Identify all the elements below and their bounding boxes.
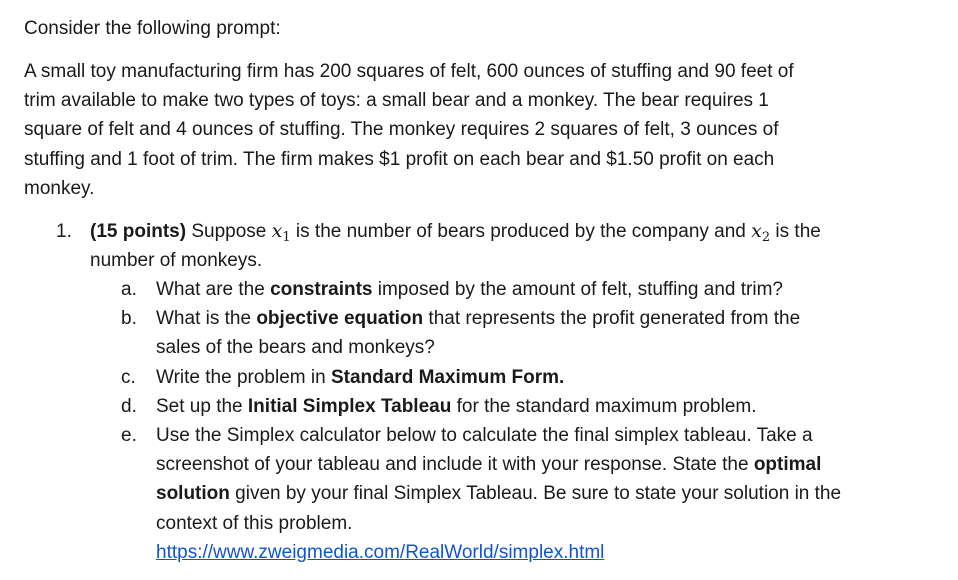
text-segment: that represents the profit generated from the	[423, 308, 801, 330]
question-text-segment: is the number of bears produced by the company and	[290, 221, 752, 242]
variable-x1	[271, 220, 291, 245]
sub-question-line: context of this problem.	[156, 512, 353, 534]
question-line-2: number of monkeys.	[90, 250, 263, 272]
text-segment: for the standard maximum problem.	[451, 395, 757, 417]
prompt-line: stuffing and 1 foot of trim. The firm makes $1 profit on each bear and $1.50 profit on each	[24, 148, 775, 170]
text-segment: imposed by the amount of felt, stuffing and trim?	[372, 279, 783, 300]
sub-question-line	[156, 304, 921, 333]
question-text-segment: Suppose	[186, 221, 272, 242]
sub-question-line	[156, 538, 921, 567]
prompt-line: monkey.	[24, 177, 95, 199]
list-marker: d.	[121, 395, 137, 417]
prompt-line: A small toy manufacturing firm has 200 squares of felt, 600 ounces of stuffing and 90 feet of	[24, 61, 794, 82]
sub-question-d	[121, 392, 921, 421]
question-text	[90, 217, 930, 275]
question-text-segment: is the	[770, 221, 821, 242]
question-number: 1.	[56, 221, 72, 242]
sub-question-list	[121, 275, 921, 567]
text-segment: What is the	[156, 308, 257, 330]
sub-question-line	[156, 479, 921, 508]
list-marker: b.	[121, 308, 137, 330]
question-line-1	[90, 217, 930, 246]
bold-term: solution	[156, 483, 230, 505]
text-segment: Set up the	[156, 395, 248, 417]
bold-term: constraints	[270, 279, 373, 300]
list-marker: e.	[121, 425, 137, 447]
text-segment: given by your final Simplex Tableau. Be sure to state your solution in the	[229, 483, 842, 505]
sub-question-line	[156, 450, 921, 479]
variable-subscript: 1	[282, 230, 291, 245]
list-marker: a.	[121, 279, 137, 300]
variable-symbol: x	[751, 220, 762, 242]
prompt-line: square of felt and 4 ounces of stuffing. The monkey requires 2 squares of felt, 3 ounces of	[24, 119, 779, 141]
variable-x2	[751, 220, 771, 245]
sub-question-line	[156, 275, 921, 304]
sub-question-e	[121, 421, 921, 567]
sub-question-line	[156, 392, 921, 421]
text-segment: Write the problem in	[156, 366, 331, 388]
prompt-paragraph	[24, 57, 929, 203]
sub-question-a	[121, 275, 921, 304]
sub-question-line	[156, 363, 921, 392]
variable-subscript: 2	[761, 230, 771, 245]
simplex-calculator-link[interactable]: https://www.zweigmedia.com/RealWorld/simplex.html	[156, 541, 605, 563]
prompt-line: trim available to make two types of toys: a small bear and a monkey. The bear requires 1	[24, 90, 769, 112]
variable-symbol: x	[271, 220, 283, 242]
question-points: (15 points)	[90, 221, 187, 242]
sub-question-line: Use the Simplex calculator below to calculate the final simplex tableau. Take a	[156, 425, 813, 447]
sub-question-line: sales of the bears and monkeys?	[156, 337, 435, 359]
intro-text: Consider the following prompt:	[24, 18, 281, 39]
bold-term: objective equation	[256, 308, 424, 330]
sub-question-c	[121, 363, 921, 392]
list-marker: c.	[121, 366, 136, 388]
bold-term: Standard Maximum Form.	[330, 366, 565, 388]
sub-question-b	[121, 304, 921, 362]
text-segment: screenshot of your tableau and include it with your response. State the	[156, 454, 754, 476]
bold-term: optimal	[753, 454, 822, 476]
bold-term: Initial Simplex Tableau	[247, 395, 452, 417]
text-segment: What are the	[156, 279, 271, 300]
